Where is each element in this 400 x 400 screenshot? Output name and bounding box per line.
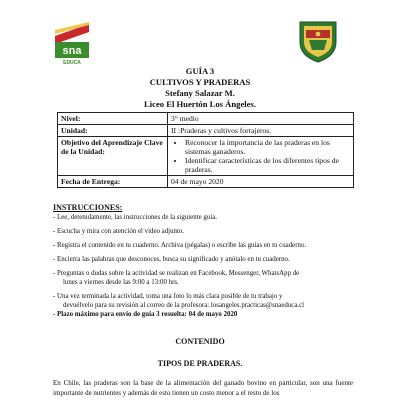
document-header — [0, 66, 400, 110]
nivel-label: Nivel: — [58, 113, 168, 125]
table-row — [58, 125, 354, 137]
unidad-value: II :Praderas y cultivos forrajeros. — [168, 125, 354, 137]
table-row — [58, 137, 354, 176]
objetivo-label: Objetivo del Aprendizaje Clave de la Unidad: — [58, 137, 168, 176]
list-item — [53, 269, 353, 287]
info-table — [57, 112, 354, 188]
objetivo-list — [171, 138, 350, 174]
list-item: - Lee, detenidamente, las instrucciones de la siguiente guía. — [53, 214, 217, 221]
table-row — [58, 113, 354, 125]
fecha-label: Fecha de Entrega: — [58, 176, 168, 188]
list-item-line: - Una vez terminada la actividad, toma una foto lo más clara posible de tu trabajo y — [53, 293, 283, 300]
teacher-name: Stefany Salazar M. — [165, 88, 235, 98]
fecha-value: 04 de mayo 2020 — [168, 176, 354, 188]
school-name: Liceo El Huertón Los Ángeles. — [144, 99, 256, 109]
instructions-title: INSTRUCCIONES: — [53, 203, 123, 212]
list-item-line: - Preguntas o dudas sobre la actividad se realizan en Facebook, Messenger, WhatsApp de — [53, 270, 300, 277]
list-item: • Identificar características de los diferentes tipos de praderas. — [185, 156, 350, 174]
educa-logo-text: EDUCA — [63, 60, 81, 66]
table-row — [58, 176, 354, 188]
body-paragraph: En Chile, las praderas son la base de la alimentación del ganado bovino en particular, son una fuente importante de nutrientes y además de esto tienen un costo menor a el resto de los — [53, 379, 353, 397]
guide-number: GUÍA 3 — [185, 66, 215, 76]
nivel-value: 3° medio — [168, 113, 354, 125]
list-item: • Reconocer la importancia de las praderas en los sistemas ganaderos. — [185, 138, 350, 156]
list-item — [53, 292, 353, 310]
list-item-continuation: devuélvelo para su revisión al correo de la profesora: losangeles.practicas@snaeduca.cl — [63, 302, 305, 309]
deadline-note: - Plazo máximo para envío de guía 3 resuelta: 04 de mayo 2020 — [53, 311, 238, 318]
school-crest-icon — [297, 18, 339, 64]
instructions-list — [53, 213, 353, 324]
sna-educa-logo — [52, 22, 92, 66]
subject-title: CULTIVOS Y PRADERAS — [149, 77, 251, 87]
objetivo-value — [168, 137, 354, 176]
list-item: - Encierra las palabras que desconoces, busca su significado y anótalo en tu cuaderno. — [53, 256, 290, 263]
tipos-heading: TIPOS DE PRADERAS. — [157, 359, 243, 368]
list-item: - Escucha y mira con atención el video adjunto. — [53, 228, 185, 235]
unidad-label: Unidad: — [58, 125, 168, 137]
contenido-heading: CONTENIDO — [175, 337, 225, 346]
sna-logo-text: sna — [62, 45, 82, 57]
list-item: - Registra el contenido en tu cuaderno. Archiva (pégalas) o escribe las guías en tu cuaderno. — [53, 242, 307, 249]
list-item-continuation: lunes a viernes desde las 9:00 a 13:00 hrs. — [63, 279, 179, 286]
